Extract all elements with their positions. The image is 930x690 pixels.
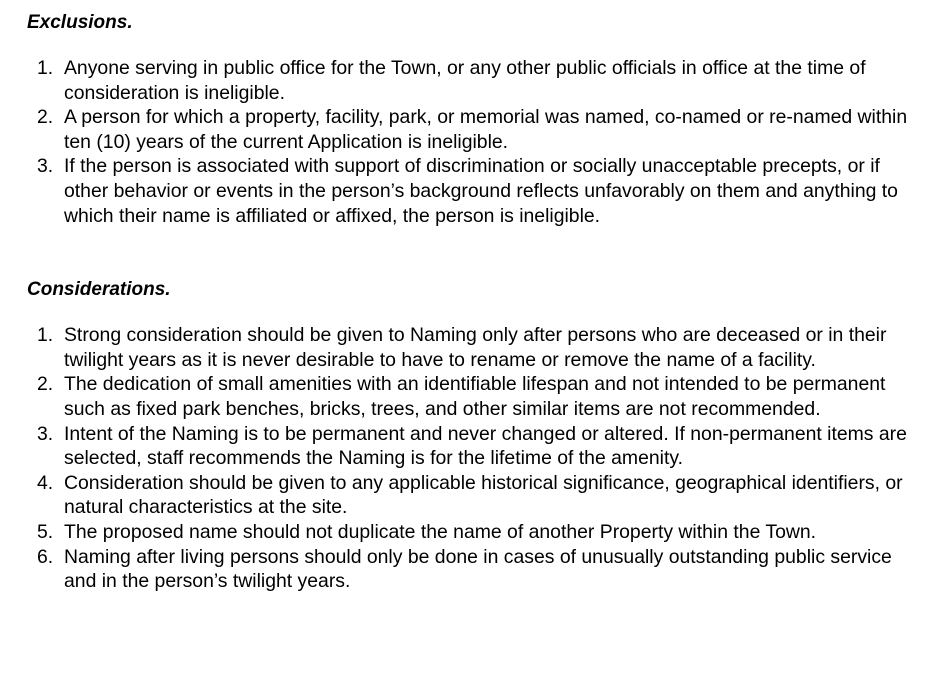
- list-item: [27, 372, 922, 421]
- list-item-text: The dedication of small amenities with an identifiable lifespan and not intended to be permanent such as fixed park benches, bricks, trees, and other similar items are not recommended.: [64, 373, 886, 420]
- list-item-number: 1.: [37, 57, 54, 79]
- list-item-number: 1.: [37, 324, 54, 347]
- list-item: [27, 422, 922, 471]
- list-item: [27, 105, 922, 154]
- list-item-text: A person for which a property, facility, park, or memorial was named, co-named or re-named within ten (10) years of the current Application is ineligible.: [64, 106, 908, 153]
- list-item-number: 5.: [37, 520, 54, 543]
- list-item: [27, 545, 922, 594]
- list-item: [27, 154, 922, 228]
- list-item-number: 2.: [37, 106, 54, 129]
- list-item-text: Strong consideration should be given to Naming only after persons who are deceased or in their twilight years as it is never desirable to have to rename or remove the name of a facility.: [64, 324, 887, 371]
- list-item: [27, 323, 922, 372]
- document-body: [27, 10, 922, 594]
- list-item-number: 2.: [37, 373, 54, 396]
- list-item-text: Naming after living persons should only be done in cases of unusually outstanding public service and in the person’s twilight years.: [64, 545, 892, 593]
- list-item-text: The proposed name should not duplicate the name of another Property within the Town.: [64, 520, 817, 543]
- list-item: [27, 520, 922, 545]
- list-item-number: 3.: [37, 422, 54, 445]
- list-item: [27, 56, 922, 105]
- list-item-text: Consideration should be given to any applicable historical significance, geographical identifiers, or natural characteristics at the site.: [64, 471, 903, 519]
- list-item-number: 4.: [37, 471, 54, 494]
- list-item-text: If the person is associated with support of discrimination or socially unacceptable precepts, or if other behavior or events in the person’s background reflects unfavorably on them and anything to which their name is affiliated or affixed, the person is ineligible.: [64, 155, 898, 227]
- list-item-number: 6.: [37, 545, 54, 568]
- list-item-text: Anyone serving in public office for the Town, or any other public officials in office at the time of consideration is ineligible.: [64, 57, 866, 104]
- list-item-number: 3.: [37, 155, 54, 178]
- exclusions-list: [27, 56, 922, 228]
- considerations-list: [27, 323, 922, 594]
- list-item-text: Intent of the Naming is to be permanent and never changed or altered. If non-permanent items are selected, staff recommends the Naming is for the lifetime of the amenity.: [64, 422, 907, 470]
- considerations-heading: Considerations.: [27, 279, 171, 301]
- list-item: [27, 471, 922, 520]
- exclusions-heading: Exclusions.: [27, 12, 133, 33]
